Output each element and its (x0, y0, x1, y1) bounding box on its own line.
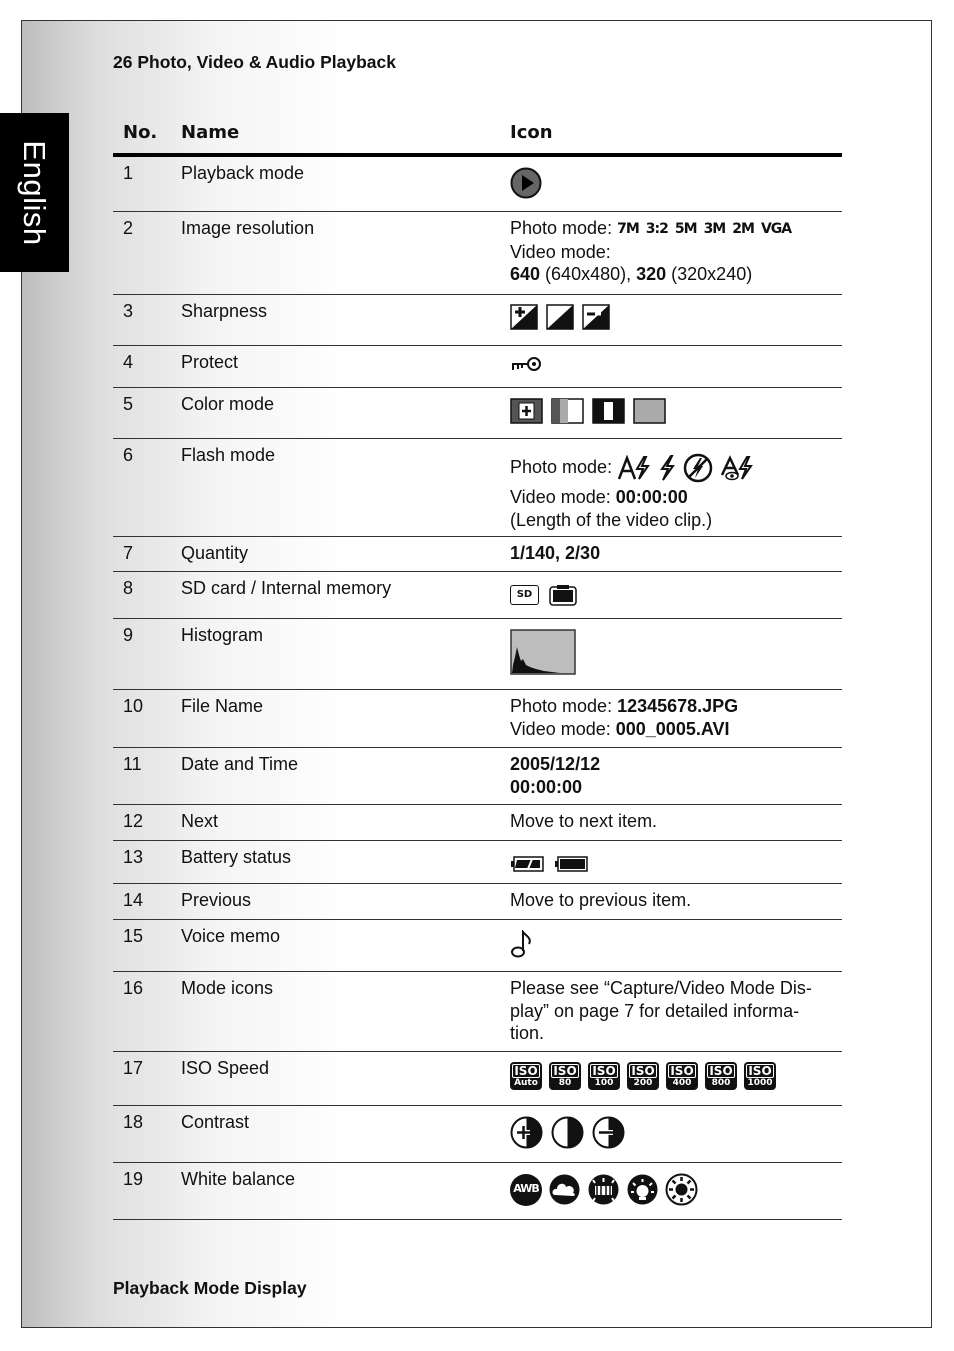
contrast-low-icon (592, 1116, 625, 1149)
page-footer: Playback Mode Display (113, 1278, 307, 1298)
wb-fluorescent-icon (587, 1173, 620, 1206)
table-row: 12 Next Move to next item. (113, 805, 842, 841)
histogram-icon (510, 629, 576, 675)
table-row: 1 Playback mode (113, 157, 842, 212)
color-sepia-icon (633, 398, 666, 424)
iso-100-icon: ISO 100 (588, 1062, 620, 1090)
table-row: 17 ISO Speed ISO Auto ISO 80 ISO 100 ISO 200 ISO 400 ISO 800 ISO 1000 (113, 1052, 842, 1106)
column-header-icon: Icon (510, 122, 553, 143)
iso-1000-icon: ISO 1000 (744, 1062, 776, 1090)
contrast-high-icon (510, 1116, 543, 1149)
table-row: 19 White balance AWB (113, 1163, 842, 1220)
flash-off-icon (683, 453, 713, 483)
table-row: 16 Mode icons Please see “Capture/Video Mode Dis- play” on page 7 for detailed informa- tion. (113, 972, 842, 1052)
playback-icon (510, 167, 542, 199)
wb-auto-icon: AWB (510, 1174, 542, 1206)
table-row: 13 Battery status (113, 841, 842, 884)
wb-cloudy-icon (548, 1173, 581, 1206)
resolution-2m-icon: 2M (732, 221, 754, 237)
color-bw-icon (592, 398, 625, 424)
table-row: 14 Previous Move to previous item. (113, 884, 842, 920)
table-row: 9 Histogram (113, 619, 842, 690)
table-row: 8 SD card / Internal memory SD (113, 572, 842, 619)
table-row: 18 Contrast (113, 1106, 842, 1163)
page-header: 26 Photo, Video & Audio Playback (113, 52, 396, 72)
resolution-7m-icon: 7M (617, 221, 639, 237)
battery-full-icon (554, 856, 588, 872)
table-row: 11 Date and Time 2005/12/12 00:00:00 (113, 748, 842, 805)
sharpness-sharp-icon (510, 304, 538, 330)
sharpness-soft-icon (582, 304, 610, 330)
iso-200-icon: ISO 200 (627, 1062, 659, 1090)
table-row: 3 Sharpness (113, 295, 842, 346)
color-vivid-icon (510, 398, 543, 424)
resolution-5m-icon: 5M (674, 221, 697, 237)
contrast-normal-icon (551, 1116, 584, 1149)
table-row: 7 Quantity 1/140, 2/30 (113, 537, 842, 572)
column-header-name: Name (181, 122, 240, 143)
battery-half-icon (510, 856, 544, 872)
table-row: 10 File Name Photo mode: 12345678.JPG Video mode: 000_0005.AVI (113, 690, 842, 748)
table-row: 4 Protect (113, 346, 842, 388)
iso-80-icon: ISO 80 (549, 1062, 581, 1090)
flash-redeye-icon (720, 455, 754, 481)
protect-key-icon (510, 355, 542, 373)
flash-on-icon (658, 455, 676, 481)
flash-auto-icon (617, 455, 651, 481)
iso-auto-icon: ISO Auto (510, 1062, 542, 1090)
table-row: 15 Voice memo (113, 920, 842, 972)
resolution-3m-icon: 3M (703, 221, 726, 237)
table-row: 5 Color mode (113, 388, 842, 439)
wb-daylight-icon (665, 1173, 698, 1206)
internal-memory-icon (549, 584, 577, 606)
wb-tungsten-icon (626, 1173, 659, 1206)
iso-400-icon: ISO 400 (666, 1062, 698, 1090)
resolution-3-2-icon: 3:2 (645, 221, 668, 237)
iso-800-icon: ISO 800 (705, 1062, 737, 1090)
language-tab (0, 113, 69, 272)
table-row: 2 Image resolution Photo mode: 7M 3:2 5M 3M 2M VGA Video mode: 640 (640x480), 320 (320x240) (113, 212, 842, 295)
resolution-vga-icon: VGA (760, 221, 792, 237)
sd-card-icon: SD (510, 585, 539, 605)
language-tab-label: English (17, 140, 52, 246)
sharpness-normal-icon (546, 304, 574, 330)
table-row: 6 Flash mode Photo mode: Video mode: 00:00:00 (Length of the video clip.) (113, 439, 842, 537)
column-header-no: No. (123, 122, 158, 143)
color-normal-icon (551, 398, 584, 424)
voice-memo-note-icon (510, 930, 534, 958)
